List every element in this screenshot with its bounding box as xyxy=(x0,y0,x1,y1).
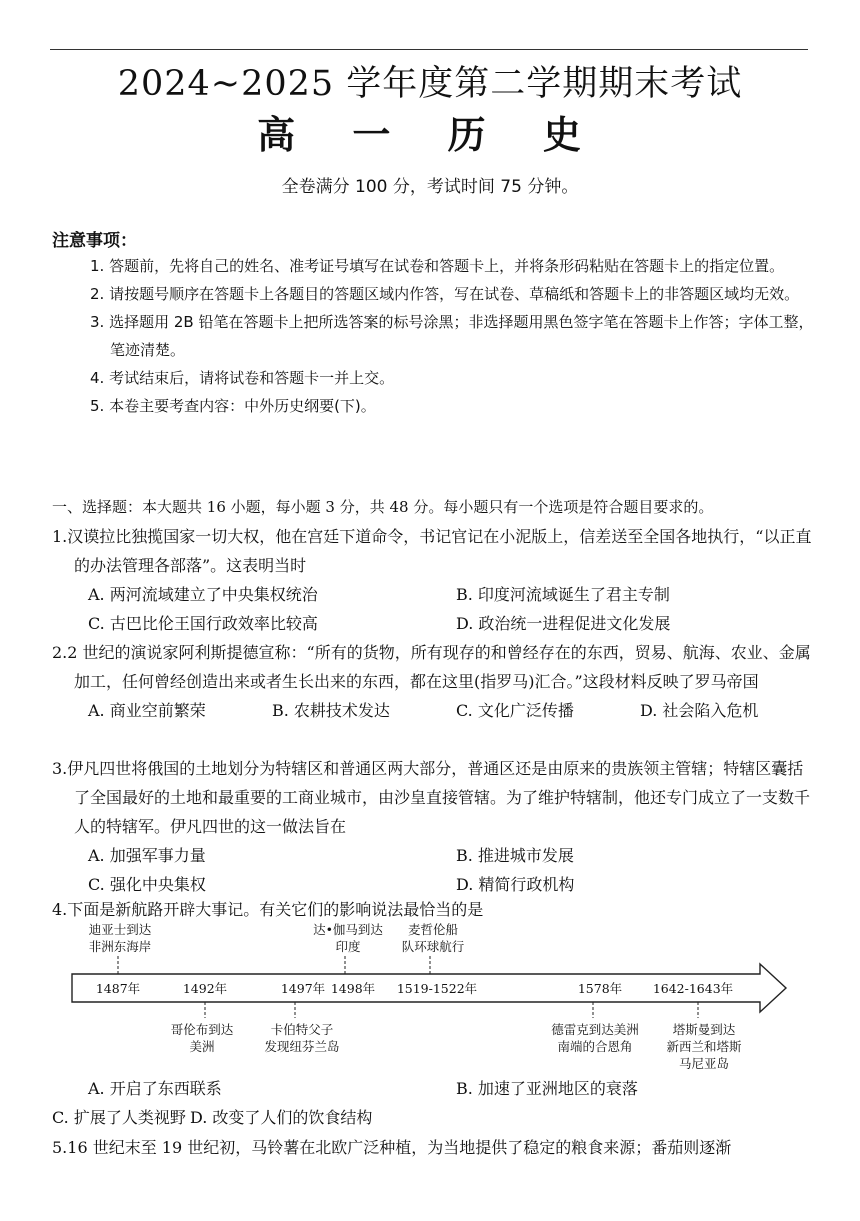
event-label: 发现纽芬兰岛 xyxy=(264,1039,340,1054)
notice-item: 2. 请按题号顺序在答题卡上各题目的答题区域内作答，写在试卷、草稿纸和答题卡上的非答题区域均无效。 xyxy=(90,285,800,303)
event-label: 迪亚士到达 xyxy=(88,922,152,937)
notice-item: 5. 本卷主要考查内容：中外历史纲要(下)。 xyxy=(90,397,376,415)
notice-item: 3. 选择题用 2B 铅笔在答题卡上把所选答案的标号涂黑；非选择题用黑色签字笔在答题卡上作答；字体工整，笔迹清楚。 xyxy=(90,313,814,359)
timeline-year: 1498年 xyxy=(330,981,376,996)
event-label: 新西兰和塔斯 xyxy=(666,1039,742,1054)
option-d: D. 社会陷入危机 xyxy=(640,701,759,720)
exam-title: 2024~2025 学年度第二学期期末考试 xyxy=(117,64,743,104)
option-c: C. 扩展了人类视野 xyxy=(52,1108,186,1127)
event-label: 麦哲伦船 xyxy=(407,922,459,937)
event-label: 达•伽马到达 xyxy=(313,922,383,937)
section-heading: 一、选择题：本大题共 16 小题，每小题 3 分，共 48 分。每小题只有一个选项是符合题目要求的。 xyxy=(52,498,714,516)
option-b: B. 农耕技术发达 xyxy=(272,701,390,720)
event-label: 印度 xyxy=(335,939,361,954)
option-a: A. 加强军事力量 xyxy=(88,846,206,865)
score-time-line: 全卷满分 100 分，考试时间 75 分钟。 xyxy=(281,177,579,197)
timeline-year: 1578年 xyxy=(577,981,623,996)
question-stem: 1.汉谟拉比独揽国家一切大权，他在宫廷下道命令，书记官记在小泥版上，信差送至全国各地执行，“以正直的办法管理各部落”。这表明当时 xyxy=(52,527,812,575)
option-a: A. 两河流域建立了中央集权统治 xyxy=(88,585,318,604)
notice-heading: 注意事项： xyxy=(52,231,137,251)
option-b: B. 加速了亚洲地区的衰落 xyxy=(456,1079,638,1098)
event-label: 德雷克到达美洲 xyxy=(551,1022,639,1037)
event-label: 美洲 xyxy=(189,1039,215,1054)
question-stem: 5.16 世纪末至 19 世纪初，马铃薯在北欧广泛种植，为当地提供了稳定的粮食来源；番茄则逐渐 xyxy=(52,1138,732,1157)
timeline-year: 1519-1522年 xyxy=(396,981,478,996)
option-c: C. 古巴比伦王国行政效率比较高 xyxy=(88,614,318,633)
option-c: C. 文化广泛传播 xyxy=(456,701,574,720)
question-5 xyxy=(52,1133,812,1162)
question-stem: 2.2 世纪的演说家阿利斯提德宣称：“所有的货物，所有现存的和曾经存在的东西，贸易、航海、农业、金属加工，任何曾经创造出来或者生长出来的东西，都在这里(指罗马)汇合。”这段材料反映了罗马帝国 xyxy=(52,643,811,691)
option-c: C. 强化中央集权 xyxy=(88,875,206,894)
notice-list xyxy=(90,252,814,420)
timeline-year: 1497年 xyxy=(280,981,326,996)
option-b: B. 推进城市发展 xyxy=(456,846,574,865)
option-a: A. 商业空前繁荣 xyxy=(88,701,206,720)
option-d: D. 改变了人们的饮食结构 xyxy=(190,1108,373,1127)
question-4-options xyxy=(52,1074,812,1132)
voyage-timeline xyxy=(60,918,800,1078)
notice-item: 4. 考试结束后，请将试卷和答题卡一并上交。 xyxy=(90,369,395,387)
option-a: A. 开启了东西联系 xyxy=(88,1079,222,1098)
event-label: 非洲东海岸 xyxy=(88,939,152,954)
top-rule xyxy=(50,49,808,50)
event-label: 卡伯特父子 xyxy=(270,1022,334,1037)
event-label: 哥伦布到达 xyxy=(170,1022,234,1037)
question-1 xyxy=(52,522,812,638)
subject-title: 高 一 历 史 xyxy=(257,112,603,157)
question-2 xyxy=(52,638,812,725)
event-label: 塔斯曼到达 xyxy=(672,1022,736,1037)
event-label: 南端的合恩角 xyxy=(557,1039,633,1054)
question-stem: 3.伊凡四世将俄国的土地划分为特辖区和普通区两大部分，普通区还是由原来的贵族领主管辖；特辖区囊括了全国最好的土地和最重要的工商业城市，由沙皇直接管辖。为了维护特辖制，他还专门成立了一支数千人的特辖军。伊凡四世的这一做法旨在 xyxy=(52,759,811,836)
question-3 xyxy=(52,754,812,899)
notice-item: 1. 答题前，先将自己的姓名、准考证号填写在试卷和答题卡上，并将条形码粘贴在答题卡上的指定位置。 xyxy=(90,257,785,275)
event-label: 队环球航行 xyxy=(401,939,465,954)
option-b: B. 印度河流域诞生了君主专制 xyxy=(456,585,670,604)
option-d: D. 精简行政机构 xyxy=(456,875,575,894)
question-stem: 4.下面是新航路开辟大事记。有关它们的影响说法最恰当的是 xyxy=(52,900,484,919)
timeline-year: 1492年 xyxy=(182,981,228,996)
timeline-year: 1487年 xyxy=(95,981,141,996)
timeline-year: 1642-1643年 xyxy=(652,981,734,996)
event-label: 马尼亚岛 xyxy=(678,1056,730,1071)
option-d: D. 政治统一进程促进文化发展 xyxy=(456,614,671,633)
